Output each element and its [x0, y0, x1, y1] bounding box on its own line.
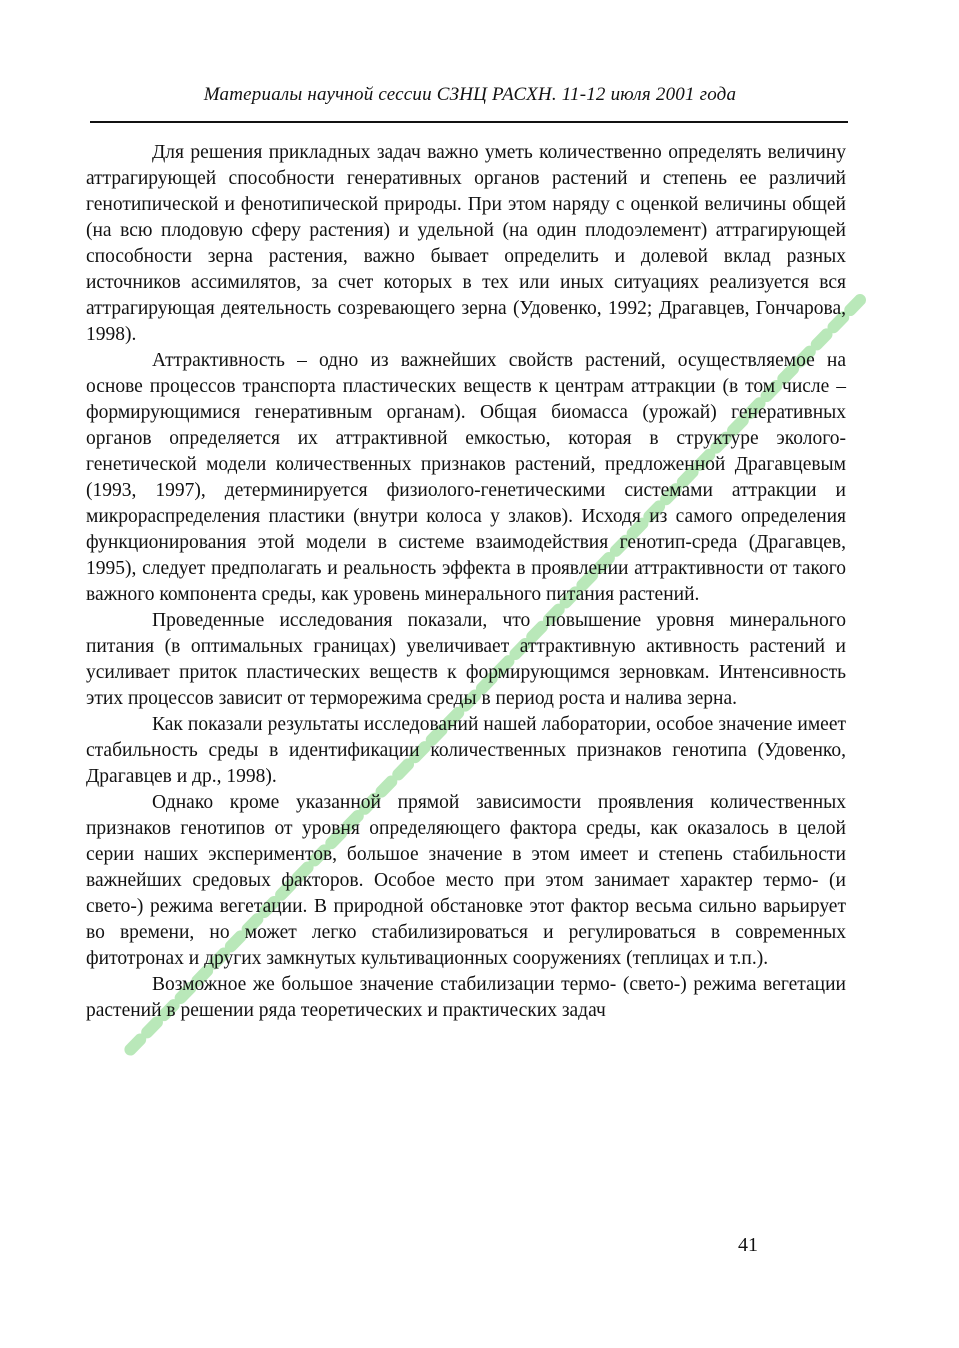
paragraph: Аттрактивность – одно из важнейших свойств растений, осуществляемое на основе процессов транспорта пластических веществ к центрам аттракции (в том числе – формирующимися генеративным органам). Общая биомасса (урожай) генеративных органов определяется их аттрактивной емкостью, которая в структуре эколого-генетической модели количественных признаков растений, предложенной Драгавцевым (1993, 1997), детерминируется физиолого-генетическими системами аттракции и микрораспределения пластики (внутри колоса у злаков). Исходя из самого определения функционирования этой модели в системе взаимодействия генотип-среда (Драгавцев, 1995), следует предполагать и реальность эффекта в проявлении аттрактивности от такого важного компонента среды, как уровень минерального питания растений. — [86, 350, 846, 605]
paragraph: Проведенные исследования показали, что повышение уровня минерального питания (в оптимальных границах) увеличивает аттрактивную активность растений и усиливает приток пластических веществ к формирующимся зерновкам. Интенсивность этих процессов зависит от терморежима среды в период роста и налива зерна. — [86, 610, 846, 709]
header-divider — [90, 121, 848, 123]
paragraph: Возможное же большое значение стабилизации термо- (свето-) режима вегетации растений в решении ряда теоретических и практических задач — [86, 974, 846, 1021]
paragraph: Как показали результаты исследований нашей лаборатории, особое значение имеет стабильность среды в идентификации количественных признаков генотипа (Удовенко, Драгавцев и др., 1998). — [86, 714, 846, 787]
page-number: 41 — [738, 1234, 758, 1256]
running-header: Материалы научной сессии СЗНЦ РАСХН. 11-12 июля 2001 года — [203, 84, 737, 105]
paragraph: Однако кроме указанной прямой зависимости проявления количественных признаков генотипов от уровня определяющего фактора среды, как оказалось в целой серии наших экспериментов, большое значение в этом имеет и степень стабильности важнейших средовых факторов. Особое место при этом занимает характер термо- (и свето-) режима вегетации. В природной обстановке этот фактор весьма сильно варьирует во времени, но может легко стабилизироваться и регулироваться в современных фитотронах и других замкнутых культивационных сооружениях (теплицах и т.п.). — [86, 792, 846, 969]
article-body — [86, 140, 846, 1024]
paragraph: Для решения прикладных задач важно уметь количественно определять величину аттрагирующей способности генеративных органов растений и степень ее различий генотипической и фенотипической природы. При этом наряду с оценкой величины общей (на всю плодовую сферу растения) и удельной (на один плодоэлемент) аттрагирующей способности зерна растения, важно бывает определить и долевой вклад разных источников ассимилятов, за счет которых в тех или иных ситуациях реализуется вся аттрагирующая деятельность созревающего зерна (Удовенко, 1992; Драгавцев, Гончарова, 1998). — [86, 142, 846, 345]
